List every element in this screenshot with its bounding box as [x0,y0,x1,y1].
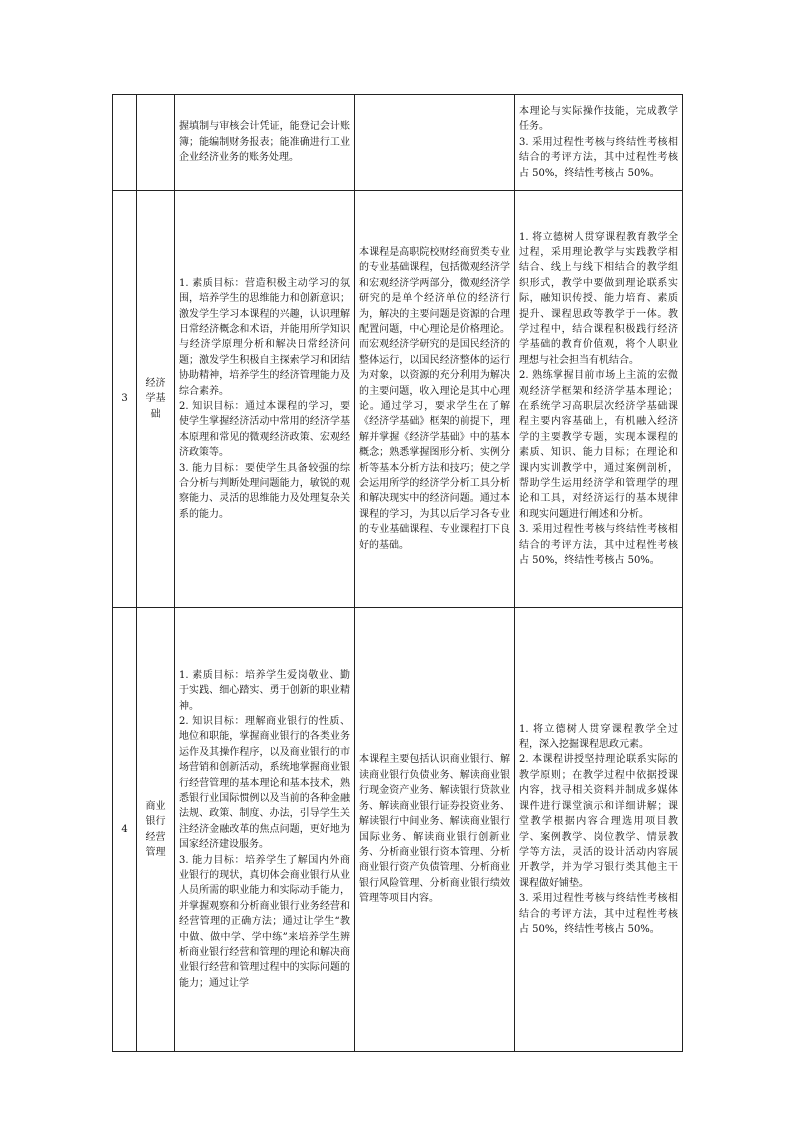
goal-text: 3. 能力目标：培养学生了解国内外商业银行的现状，真切体会商业银行从业人员所需的职业能力和实际动手能力，并掌握观察和分析商业银行业务经营和经营管理的正确方法；通过让学生“教中做、做中学、学中练”来培养学生辨析商业银行经营和管理的理论和解决商业银行经营和管理过程中的实际问题的能力；通过让学 [179,854,350,989]
table-row [113,95,683,191]
course-content [355,95,515,191]
course-content: 本课程是高职院校财经商贸类专业的专业基础课程，包括微观经济学和宏观经济学两部分，微观经济学研究的是单个经济单位的经济行为，解决的主要问题是资源的合理配置问题，中心理论是价格理论。而宏观经济学研究的是国民经济的整体运行，以国民经济整体的运行为对象，以资源的充分利用为解决的主要问题，收入理论是其中心理论。通过学习，要求学生在了解《经济学基础》框架的前提下，理解并掌握《经济学基础》中的基本概念；熟悉掌握图形分析、实例分析等基本分析方法和技巧；使之学会运用所学的经济学分析工具分析和解决现实中的经济问题。通过本课程的学习，为其以后学习各专业的专业基础课程、专业课程打下良好的基础。 [355,191,515,608]
course-goals [175,95,355,191]
requirement-text: 1. 将立德树人贯穿课程教学全过程，深入挖掘课程思政元素。 [519,723,678,751]
goal-text: 2. 知识目标：通过本课程的学习，要使学生掌握经济活动中常用的经济学基本原理和常见的微观经济政策、宏观经济政策等。 [179,401,350,459]
requirement-text: 3. 采用过程性考核与终结性考核相结合的考评方法，其中过程性考核占 50%，终结性考核占 50%。 [519,136,678,179]
row-number: 3 [113,191,137,608]
requirement-text: 2. 熟练掌握目前市场上主流的宏微观经济学框架和经济学基本理论；在系统学习高职层次经济学基础课程主要内容基础上，有机融入经济学的主要教学专题，实现本课程的素质、知识、能力目标；在理论和课内实训教学中，通过案例剖析，帮助学生运用经济学和管理学的理论和工具，对经济运行的基本规律和现实问题进行阐述和分析。 [519,370,678,520]
goal-text: 2. 知识目标：理解商业银行的性质、地位和职能，掌握商业银行的各类业务运作及其操作程序，以及商业银行的市场营销和创新活动，系统地掌握商业银行经营管理的基本理论和基本技术，熟悉银行业国际惯例以及当前的各种金融法规、政策、制度、办法，引导学生关注经济金融改革的焦点问题，更好地为国家经济建设服务。 [179,715,350,851]
requirement-text: 2. 本课程讲授坚持理论联系实际的教学原则；在教学过程中依据授课内容，找寻相关资料并制成多媒体课件进行课堂演示和详细讲解；课堂教学根据内容合理选用项目教学、案例教学、岗位教学、情景教学等方法，灵活的设计活动内容展开教学，并为学习银行类其他主干课程做好铺垫。 [519,754,678,889]
goal-text: 握填制与审核会计凭证，能登记会计账簿；能编制财务报表；能准确进行工业企业经济业务的账务处理。 [179,121,350,164]
course-goals [175,608,355,1052]
course-name: 商业银行经营管理 [137,608,175,1052]
course-name: 经济学基础 [137,191,175,608]
goal-text: 3. 能力目标：要使学生具备较强的综合分析与判断处理问题能力，敏锐的观察能力、灵活的思维能力及处理复杂关系的能力。 [179,462,350,520]
teaching-requirements [515,191,683,608]
curriculum-table [112,94,683,1052]
goal-text: 1. 素质目标：营造积极主动学习的氛围，培养学生的思维能力和创新意识；激发学生学习本课程的兴趣，认识理解日常经济概念和术语，并能用所学知识与经济学原理分析和解决日常经济问题；激发学生积极自主探索学习和团结协助精神，培养学生的经济管理能力及综合素养。 [179,277,350,397]
table-row [113,191,683,608]
requirement-text: 本理论与实际操作技能，完成教学任务。 [519,105,678,133]
course-content: 本课程主要包括认识商业银行、解读商业银行负债业务、解读商业银行现金资产业务、解读银行贷款业务、解读商业银行证券投资业务、解读银行中间业务、解读商业银行国际业务、解读商业银行创新业务、分析商业银行资本管理、分析商业银行资产负债管理、分析商业银行风险管理、分析商业银行绩效管理等项目内容。 [355,608,515,1052]
row-number: 4 [113,608,137,1052]
teaching-requirements [515,608,683,1052]
requirement-text: 3. 采用过程性考核与终结性考核相结合的考评方法，其中过程性考核占 50%，终结性考核占 50%。 [519,524,678,567]
course-name [137,95,175,191]
teaching-requirements [515,95,683,191]
course-goals [175,191,355,608]
table-row [113,608,683,1052]
requirement-text: 1. 将立德树人贯穿课程教育教学全过程，采用理论教学与实践教学相结合、线上与线下相结合的教学组织形式，教学中要做到理论联系实际，融知识传授、能力培育、素质提升、课程思政等教学于一体。教学过程中，结合课程积极践行经济学基础的教育价值观，将个人职业理想与社会担当有机结合。 [519,231,678,366]
requirement-text: 3. 采用过程性考核与终结性考核相结合的考评方法，其中过程性考核占 50%，终结性考核占 50%。 [519,893,678,935]
goal-text: 1. 素质目标：培养学生爱岗敬业、勤于实践、细心踏实、勇于创新的职业精神。 [179,669,350,712]
row-number [113,95,137,191]
